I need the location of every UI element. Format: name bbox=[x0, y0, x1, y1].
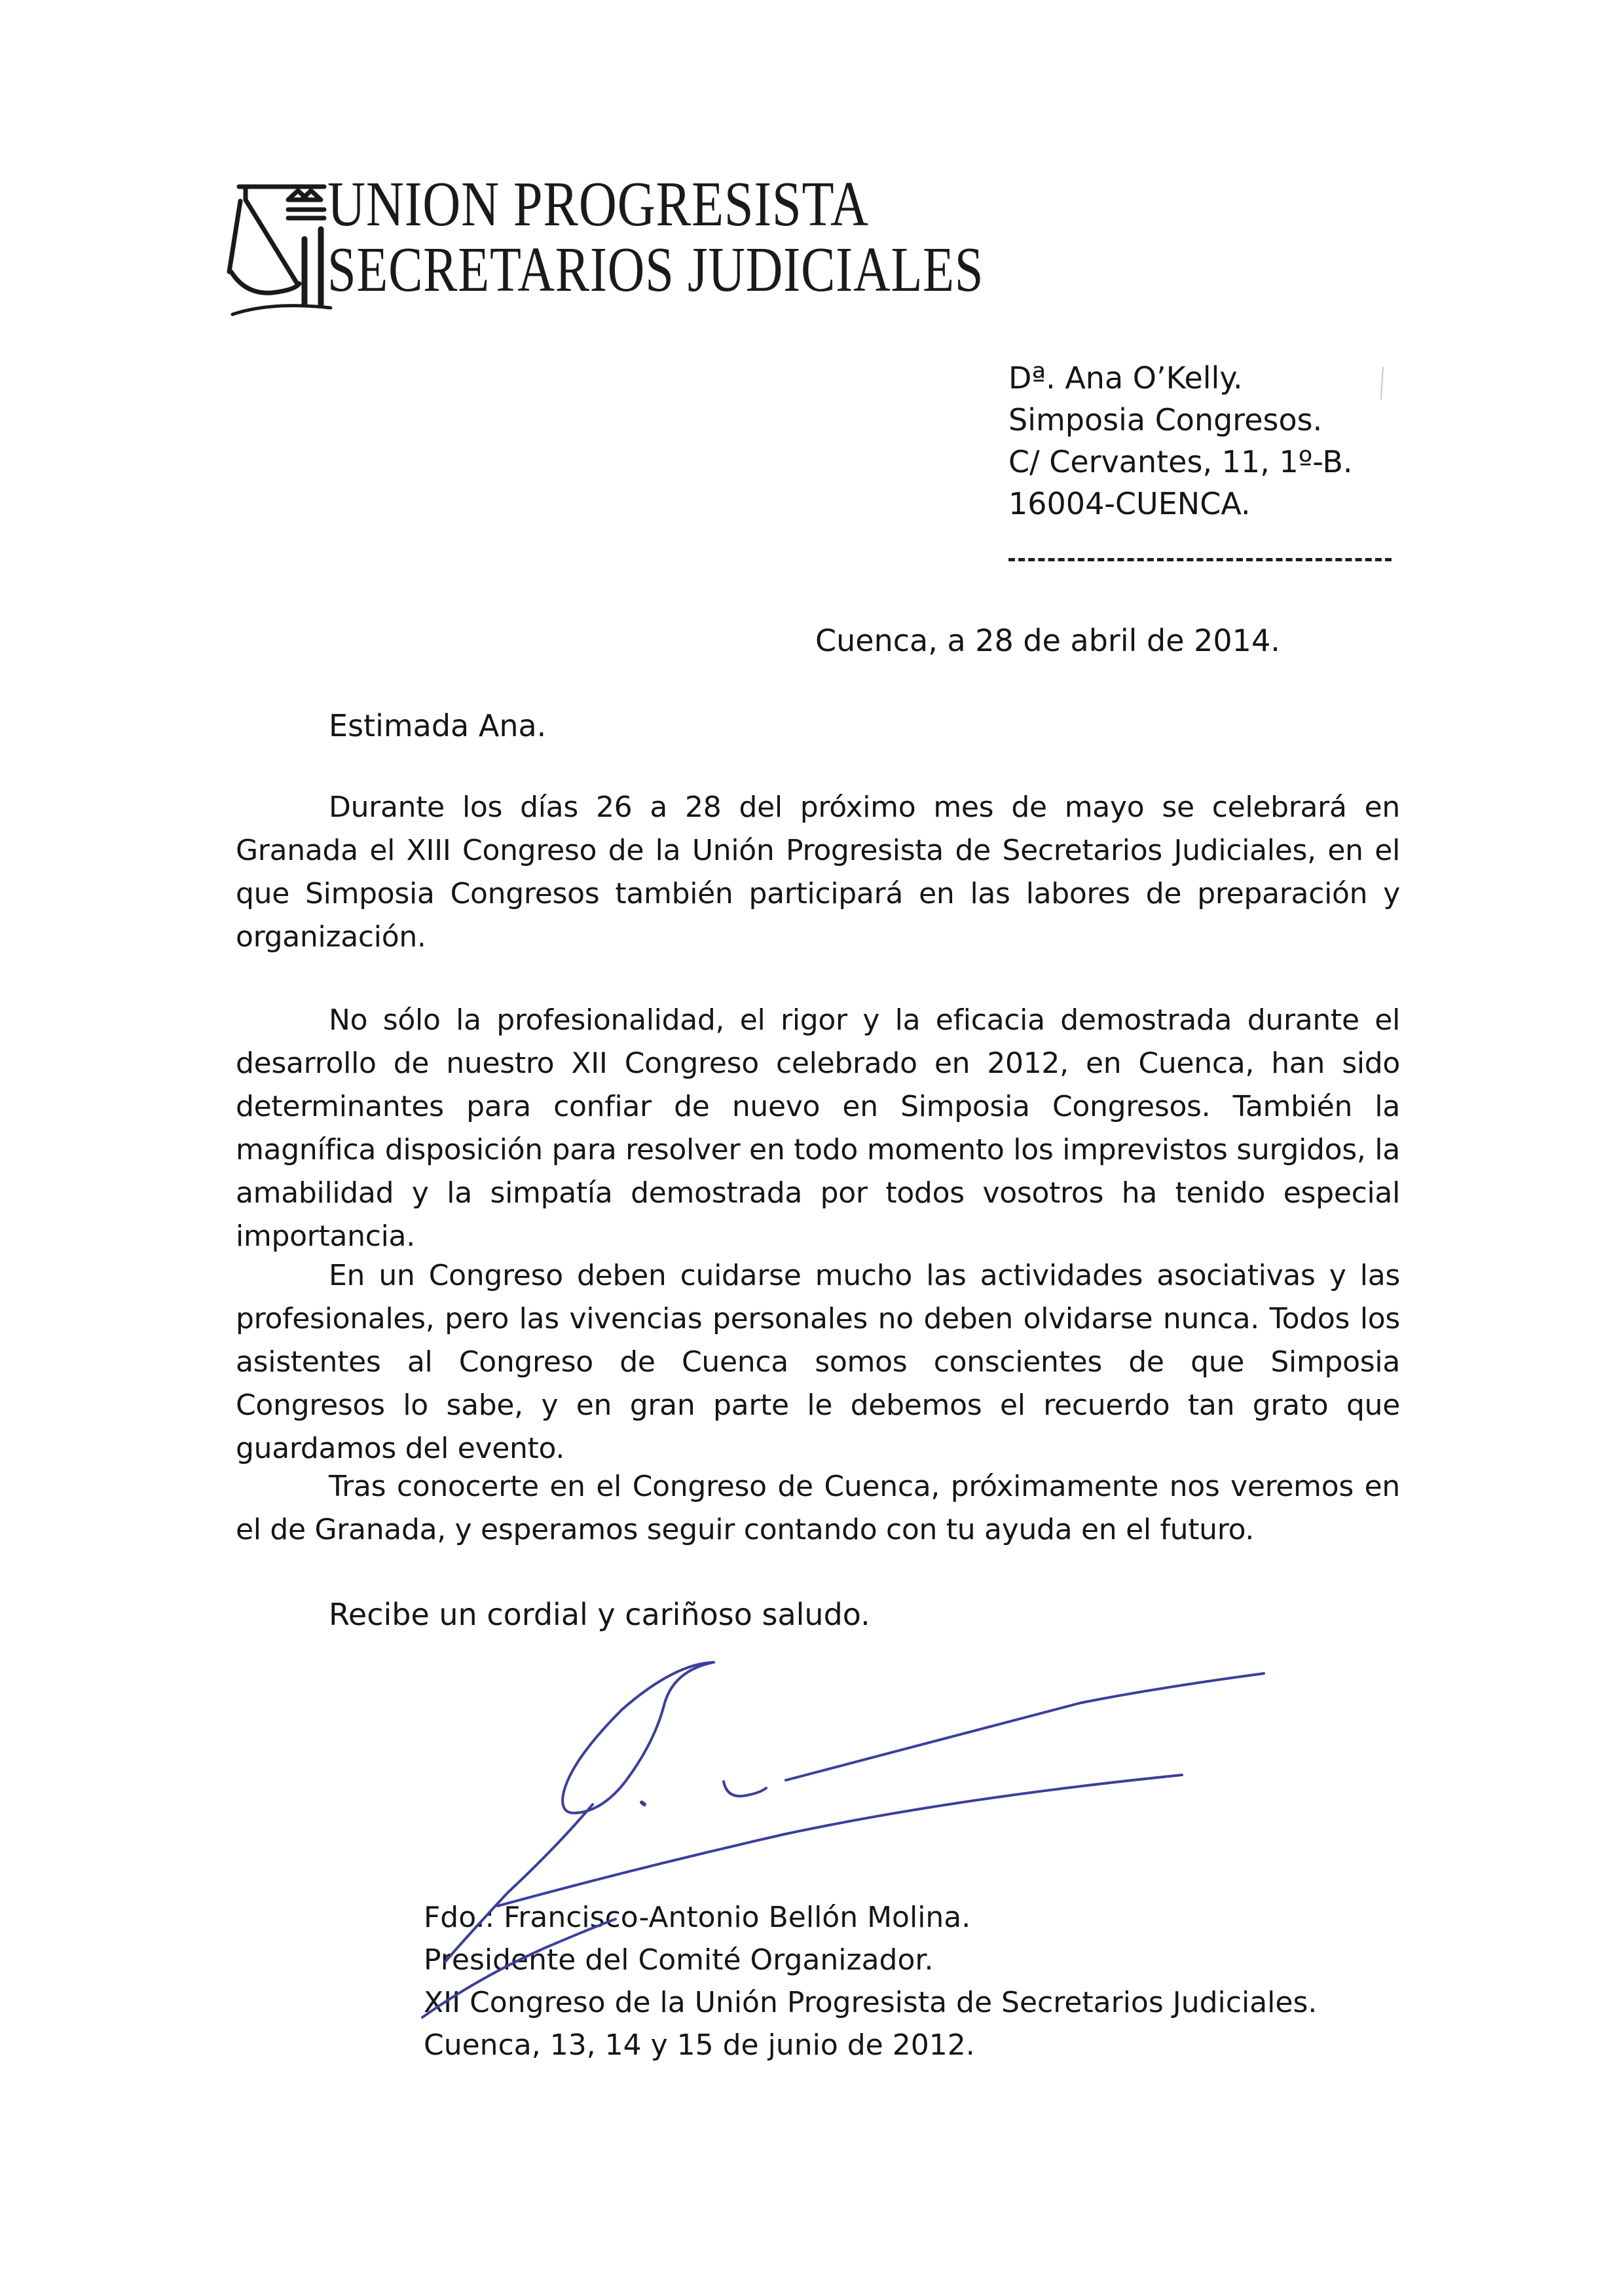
recipient-address bbox=[1008, 357, 1428, 525]
salutation: Estimada Ana. bbox=[329, 708, 547, 743]
recipient-name: Dª. Ana O’Kelly. bbox=[1008, 360, 1243, 396]
body-paragraph-1: Durante los días 26 a 28 del próximo mes de mayo se celebrará en Granada el XIII Congreso de la Unión Progresista de Secretarios Judiciales, en el que Simposia Congresos también participará en las labores de preparación y organización. bbox=[236, 791, 1400, 954]
letter-date: Cuenca, a 28 de abril de 2014. bbox=[815, 623, 1280, 658]
recipient-street: C/ Cervantes, 11, 1º-B. bbox=[1008, 444, 1353, 479]
organization-name-line-1: UNION PROGRESISTA bbox=[327, 169, 869, 240]
signed-by: Fdo.: Francisco-Antonio Bellón Molina. bbox=[424, 1901, 971, 1934]
event-dates: Cuenca, 13, 14 y 15 de junio de 2012. bbox=[424, 2028, 975, 2062]
event-name: XII Congreso de la Unión Progresista de Secretarios Judiciales. bbox=[424, 1986, 1318, 2019]
scales-of-justice-icon bbox=[226, 174, 337, 321]
body-paragraph-2: No sólo la profesionalidad, el rigor y la eficacia demostrada durante el desarrollo de nuestro XII Congreso celebrado en 2012, en Cuenca, han sido determinantes para confiar de nuevo en Simposia Congresos. También la magnífica disposición para resolver en todo momento los imprevistos surgidos, la amabilidad y la simpatía demostrada por todos vosotros ha tenido especial importancia. bbox=[236, 1003, 1400, 1253]
body-paragraph-4: Tras conocerte en el Congreso de Cuenca, próximamente nos veremos en el de Granada, y esperamos seguir contando con tu ayuda en el futuro. bbox=[236, 1470, 1400, 1546]
address-divider bbox=[1008, 558, 1392, 561]
closing-line: Recibe un cordial y cariñoso saludo. bbox=[329, 1597, 870, 1632]
recipient-company: Simposia Congresos. bbox=[1008, 402, 1323, 438]
body-paragraph-3: En un Congreso deben cuidarse mucho las actividades asociativas y las profesionales, pero las vivencias personales no deben olvidarse nunca. Todos los asistentes al Congreso de Cuenca somos conscientes de que Simposia Congresos lo sabe, y en gran parte le debemos el recuerdo tan grato que guardamos del evento. bbox=[236, 1259, 1400, 1465]
signer-role: Presidente del Comité Organizador. bbox=[424, 1943, 934, 1977]
handwritten-signature bbox=[367, 1631, 1283, 2037]
organization-name-line-2: SECRETARIOS JUDICIALES bbox=[327, 234, 984, 305]
recipient-city: 16004-CUENCA. bbox=[1008, 486, 1251, 521]
